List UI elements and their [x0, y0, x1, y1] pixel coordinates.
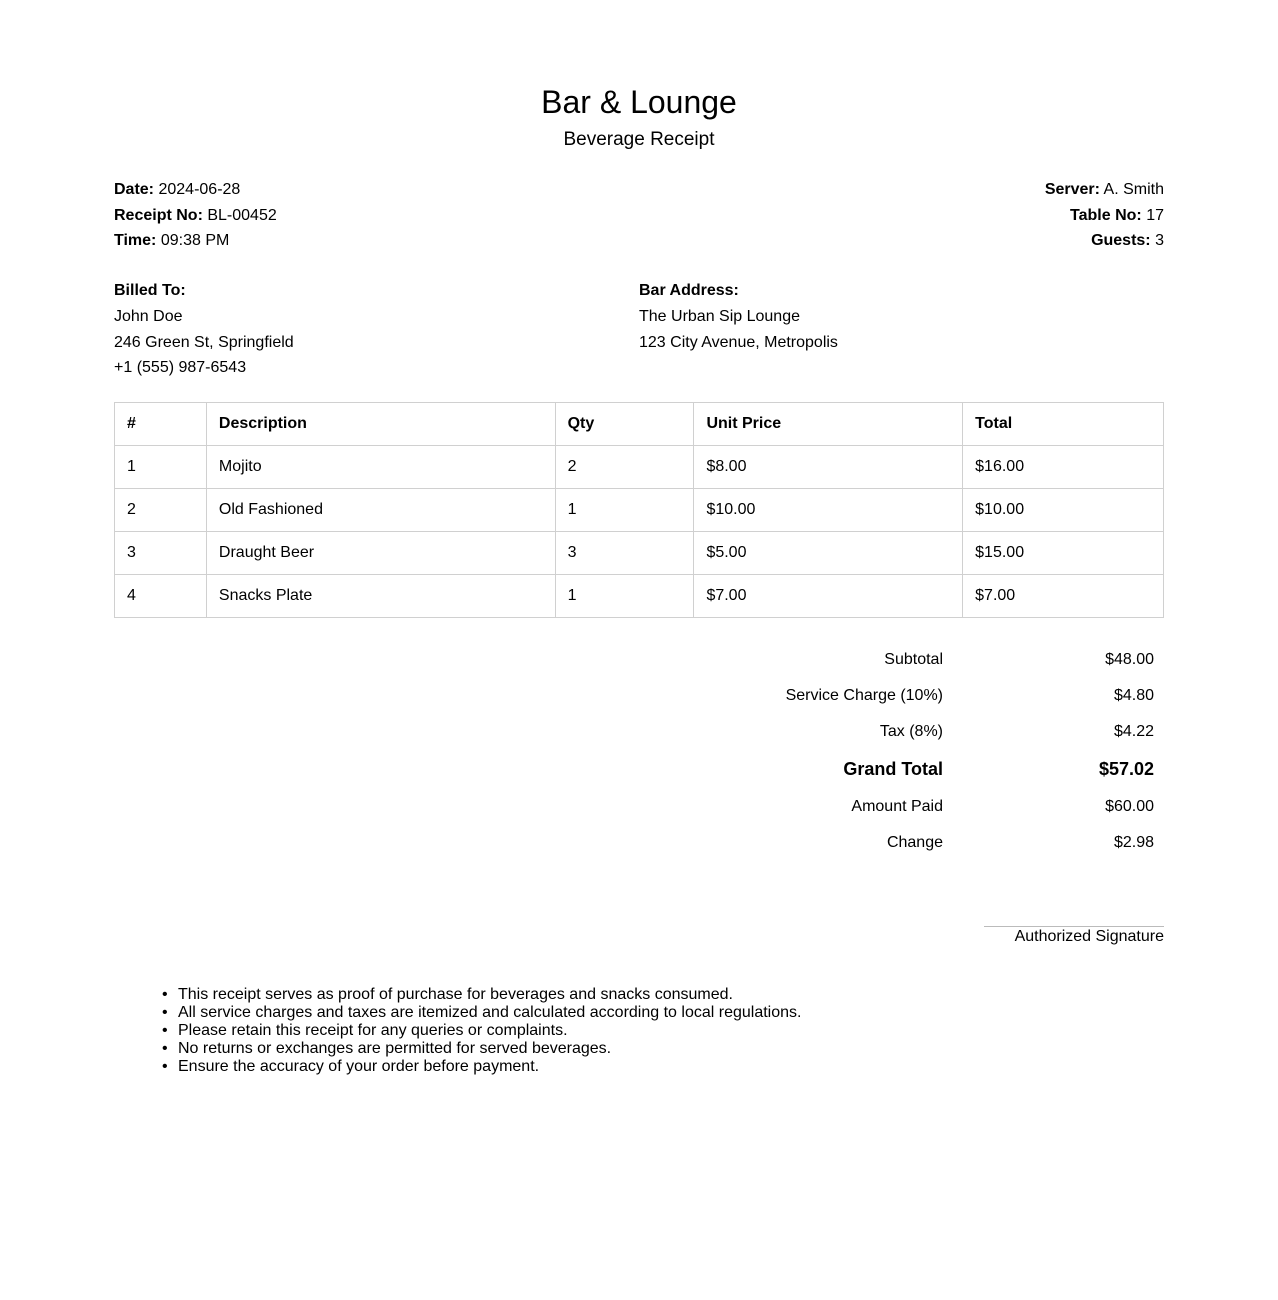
- date-line: [114, 177, 277, 203]
- change-value: $2.98: [1113, 834, 1154, 851]
- bar-address-block: [639, 278, 838, 355]
- column-header-unit-price: Unit Price: [694, 403, 963, 446]
- list-item: [162, 1022, 801, 1040]
- item-qty: 2: [555, 446, 694, 489]
- bullet-icon: •: [162, 1058, 168, 1075]
- table-no-value: 17: [1146, 206, 1164, 224]
- billed-to-block: [114, 278, 294, 381]
- page-title: Bar & Lounge: [541, 84, 737, 120]
- change-row: [114, 825, 1164, 861]
- item-description: Snacks Plate: [206, 575, 555, 618]
- bar-address-heading: Bar Address:: [639, 282, 739, 299]
- grand-total-label: Grand Total: [843, 759, 943, 779]
- guests-label: Guests:: [1091, 232, 1151, 249]
- grand-total-value: $57.02: [1098, 759, 1154, 779]
- change-label: Change: [886, 834, 943, 851]
- item-total: $16.00: [963, 446, 1164, 489]
- receipt-no-value: BL-00452: [207, 206, 277, 224]
- totals-summary: [114, 642, 1164, 861]
- item-total: $15.00: [963, 532, 1164, 575]
- item-unit-price: $7.00: [694, 575, 963, 618]
- billed-to-name: John Doe: [114, 307, 183, 325]
- item-total: $10.00: [963, 489, 1164, 532]
- tax-label: Tax (8%): [879, 723, 943, 740]
- table-no-label: Table No:: [1070, 206, 1142, 224]
- note-text: Ensure the accuracy of your order before payment.: [178, 1058, 540, 1075]
- amount-paid-row: [114, 789, 1164, 825]
- table-row: [115, 489, 1164, 532]
- item-qty: 1: [555, 489, 694, 532]
- time-label: Time:: [114, 232, 157, 249]
- billed-to-address: 246 Green St, Springfield: [114, 333, 294, 351]
- list-item: [162, 986, 801, 1004]
- item-unit-price: $5.00: [694, 532, 963, 575]
- service-charge-value: $4.80: [1113, 687, 1154, 704]
- bullet-icon: •: [162, 1022, 168, 1039]
- bar-name: The Urban Sip Lounge: [639, 307, 800, 325]
- item-total: $7.00: [963, 575, 1164, 618]
- table-no-line: [1045, 203, 1164, 229]
- table-header-row: [115, 403, 1164, 446]
- receipt-no-label: Receipt No:: [114, 206, 203, 224]
- subtotal-value: $48.00: [1105, 651, 1154, 668]
- items-table: [114, 402, 1164, 618]
- subtotal-row: [114, 642, 1164, 678]
- list-item: [162, 1040, 801, 1058]
- receipt-notes: [162, 986, 802, 1076]
- item-qty: 1: [555, 575, 694, 618]
- subtotal-label: Subtotal: [884, 651, 943, 668]
- service-charge-label: Service Charge (10%): [785, 687, 943, 704]
- server-value: A. Smith: [1103, 181, 1164, 198]
- note-text: All service charges and taxes are itemized and calculated according to local regulations.: [178, 1004, 802, 1021]
- signature-line: [984, 926, 1164, 927]
- time-value: 09:38 PM: [160, 232, 230, 249]
- bar-street: 123 City Avenue, Metropolis: [639, 333, 838, 351]
- item-unit-price: $10.00: [694, 489, 963, 532]
- item-description: Mojito: [206, 446, 555, 489]
- column-header-description: Description: [206, 403, 555, 446]
- bullet-icon: •: [162, 1004, 168, 1021]
- billed-to-phone: +1 (555) 987-6543: [114, 359, 247, 377]
- item-number: 1: [115, 446, 207, 489]
- bullet-icon: •: [162, 986, 168, 1003]
- service-charge-row: [114, 678, 1164, 714]
- guests-line: [1045, 228, 1164, 254]
- receipt-meta-right: [1045, 177, 1164, 254]
- amount-paid-label: Amount Paid: [851, 798, 943, 815]
- note-text: This receipt serves as proof of purchase for beverages and snacks consumed.: [178, 986, 733, 1003]
- column-header-total: Total: [963, 403, 1164, 446]
- column-header-number: #: [115, 403, 207, 446]
- bullet-icon: •: [162, 1040, 168, 1057]
- tax-row: [114, 714, 1164, 750]
- item-unit-price: $8.00: [694, 446, 963, 489]
- grand-total-row: [114, 750, 1164, 789]
- item-number: 3: [115, 532, 207, 575]
- item-number: 4: [115, 575, 207, 618]
- item-description: Old Fashioned: [206, 489, 555, 532]
- time-line: [114, 228, 277, 254]
- item-qty: 3: [555, 532, 694, 575]
- item-description: Draught Beer: [206, 532, 555, 575]
- billed-to-heading: Billed To:: [114, 282, 186, 299]
- amount-paid-value: $60.00: [1105, 798, 1154, 815]
- table-row: [115, 575, 1164, 618]
- date-value: 2024-06-28: [158, 181, 241, 198]
- table-row: [115, 532, 1164, 575]
- list-item: [162, 1004, 802, 1022]
- date-label: Date:: [114, 181, 155, 198]
- note-text: No returns or exchanges are permitted for served beverages.: [178, 1040, 612, 1057]
- table-row: [115, 446, 1164, 489]
- server-label: Server:: [1044, 181, 1100, 198]
- note-text: Please retain this receipt for any queries or complaints.: [178, 1022, 568, 1039]
- receipt-no-line: [114, 203, 277, 229]
- server-line: [1045, 177, 1164, 203]
- list-item: [162, 1058, 801, 1076]
- column-header-qty: Qty: [555, 403, 694, 446]
- page-subtitle: Beverage Receipt: [563, 129, 715, 150]
- receipt-meta-left: [114, 177, 277, 254]
- signature-label: Authorized Signature: [1014, 928, 1164, 945]
- item-number: 2: [115, 489, 207, 532]
- guests-value: 3: [1155, 232, 1164, 249]
- tax-value: $4.22: [1113, 723, 1154, 740]
